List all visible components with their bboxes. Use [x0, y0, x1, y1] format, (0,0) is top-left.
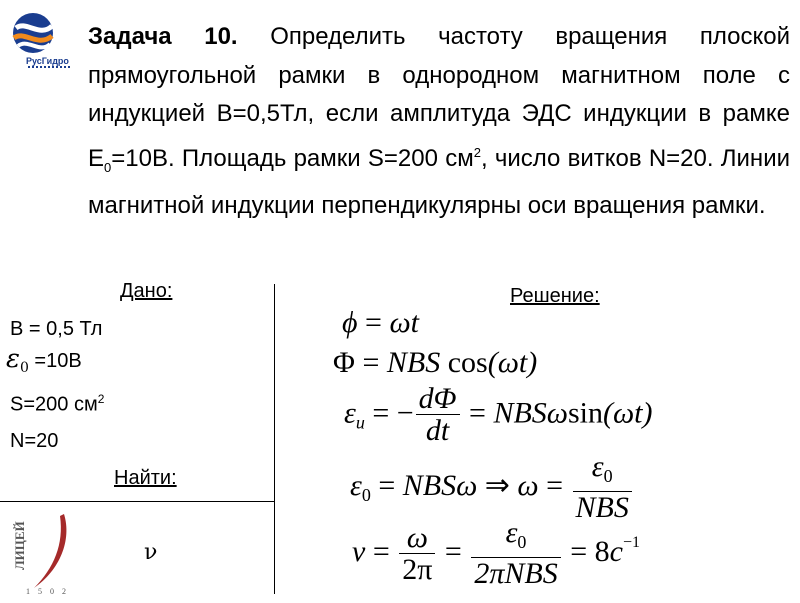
- f4-num-sub: 0: [603, 466, 613, 486]
- given-heading: Дано:: [120, 280, 173, 302]
- f4-nbs: NBSω: [402, 468, 478, 502]
- given-eps: [6, 344, 82, 376]
- given-s-text: S=200 см: [10, 393, 98, 416]
- formula-phase: [342, 306, 419, 340]
- f3-sub: и: [355, 412, 365, 433]
- lyceum-digit-4: 2: [62, 587, 66, 596]
- formula-amplitude: [350, 452, 634, 524]
- f5-fraction-1: [399, 520, 435, 586]
- problem-sup-2: 2: [473, 144, 481, 160]
- f2-arg: (ωt): [487, 346, 538, 379]
- f4-eq: =: [370, 468, 403, 502]
- given-b: B = 0,5 Тл: [10, 318, 103, 340]
- f5-num2: [471, 518, 560, 558]
- f4-eq2: =: [538, 468, 571, 502]
- eps-sub: 0: [19, 360, 29, 376]
- f4-num-eps: ε: [591, 450, 604, 483]
- f2-phi: Φ: [333, 346, 355, 379]
- f1-phi: ϕ: [342, 306, 358, 339]
- f5-fraction-2: [471, 518, 560, 590]
- problem-text-b: =10В. Площадь рамки S=200 см: [111, 144, 474, 172]
- lyceum-emblem-icon: [6, 510, 78, 598]
- f1-t: t: [410, 306, 419, 339]
- find-symbol: ν: [144, 540, 158, 565]
- lyceum-logo: [6, 510, 78, 598]
- lyceum-digit-3: 0: [50, 587, 54, 596]
- f5-den1: 2π: [402, 552, 433, 586]
- lyceum-digit-1: 1: [26, 587, 30, 596]
- problem-sub-0: 0: [104, 159, 112, 175]
- f3-arg: (ωt): [602, 396, 653, 430]
- lyceum-digit-2: 5: [38, 587, 42, 596]
- f5-nu: ν: [352, 534, 366, 568]
- f5-c: c: [609, 534, 623, 568]
- f3-sin: sin: [567, 396, 603, 430]
- given-s-sup: 2: [97, 392, 105, 406]
- f2-eq: =: [354, 346, 387, 379]
- problem-text-c: , число витков N=20. Линии магнитной индукции перпендикулярны оси вращения рамки.: [88, 144, 790, 219]
- f1-omega: ω: [389, 306, 411, 339]
- logo-name: РусГидро: [26, 56, 69, 66]
- f5-eq2: =: [437, 534, 470, 568]
- problem-statement: [88, 18, 790, 225]
- problem-text-a: Определить частоту вращения плоской прямоугольной рамки в однородном магнитном поле с индукцией В=0,5Тл, если амплитуда ЭДС индукции в рамке Е: [88, 23, 790, 172]
- f5-sup: −1: [622, 533, 640, 551]
- f3-eps: ε: [344, 396, 356, 430]
- f5-eq3: = 8: [562, 534, 610, 568]
- f1-eq: =: [357, 306, 390, 339]
- given-s: [10, 392, 104, 417]
- f4-num: [573, 452, 632, 492]
- column-divider: [274, 284, 275, 594]
- f5-den2: 2πNBS: [474, 557, 558, 590]
- f5-eq: =: [365, 534, 398, 568]
- given-n: N=20: [10, 430, 59, 452]
- given-find-divider: [0, 501, 275, 502]
- find-heading: Найти:: [114, 467, 177, 489]
- rushydro-emblem-icon: [8, 8, 58, 58]
- f3-nbs: NBSω: [493, 396, 568, 430]
- lyceum-text: ЛИЦЕЙ: [12, 521, 27, 570]
- problem-label: Задача 10.: [88, 23, 238, 50]
- f3-eq: = −: [364, 396, 414, 430]
- f4-fraction: [573, 452, 632, 524]
- f4-eps: ε: [350, 468, 362, 502]
- eps-symbol: ε: [6, 344, 20, 374]
- logo-underline: [28, 66, 70, 70]
- eps-value: =10В: [28, 350, 82, 372]
- f3-eq2: =: [461, 396, 494, 430]
- f4-sub: 0: [361, 484, 371, 505]
- f4-den: NBS: [575, 491, 629, 524]
- f2-nbs: NBS: [386, 346, 441, 379]
- formula-emf: [344, 384, 652, 447]
- f5-num2-eps: ε: [505, 516, 518, 549]
- f3-fraction: [416, 384, 460, 447]
- formula-frequency: [352, 518, 640, 590]
- f5-num1: ω: [399, 523, 435, 554]
- formula-flux: [333, 346, 537, 380]
- f2-cos: cos: [440, 346, 488, 379]
- solution-heading: Решение:: [510, 285, 600, 307]
- f3-num: dΦ: [416, 384, 460, 415]
- f4-arrow: ⇒: [477, 468, 518, 502]
- f4-omega: ω: [517, 468, 539, 502]
- f5-num2-sub: 0: [517, 532, 527, 552]
- f3-den: dt: [425, 414, 450, 447]
